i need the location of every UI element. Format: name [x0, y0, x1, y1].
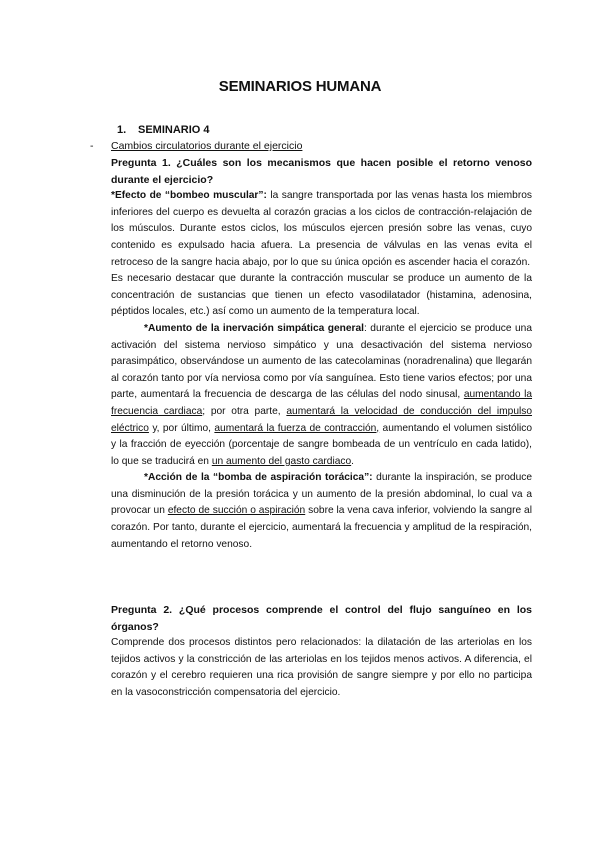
sympathetic-underline-4: un aumento del gasto cardiaco	[211, 455, 352, 467]
question-2-answer: Comprende dos procesos distintos pero relacionados: la dilatación de las arteriolas en los tejidos activos y la constricción de las arteriolas en los tejidos menos activos. A diferencia, el corazón y el cerebro requieren una rica provisión de sangre siempre y por ello no participa en la vasoconstricción compensatoria del ejercicio.	[111, 637, 532, 698]
section-number: 1.	[117, 124, 127, 136]
paragraph-vasodilator: Es necesario destacar que durante la contracción muscular se produce un aumento de la concentración de sustancias que tienen un efecto vasodilatador (histamina, adenosina, péptidos locales, etc.) así como un aumento de la temperatura local.	[111, 273, 532, 318]
muscle-pump-text: la sangre transportada por las venas hasta los miembros inferiores del cuerpo es devuelta al corazón gracias a los ciclos de contracción-relajación de los músculos. Durante estos ciclos, los músculos ejercen presión sobre las venas, cuyo contenido es expulsado hacia afuera. La presencia de válvulas en las venas evita el retroceso de la sangre hacia abajo, por lo que su única opción es ascender hacia el corazón.	[111, 190, 532, 268]
sympathetic-label: *Aumento de la inervación simpática general	[144, 322, 364, 334]
sympathetic-text-d: aumentando el volumen sistólico y la fracción de eyección (porcentaje de sangre bombeada de un ventrículo en cada latido), lo que se traducirá en	[111, 422, 533, 467]
sympathetic-underline-1: aumentando la frecuencia cardiaca	[111, 389, 533, 417]
paragraph-sympathetic	[111, 321, 532, 470]
question-1-block	[111, 155, 532, 553]
paragraph-muscle-pump	[111, 188, 532, 271]
question-2-block	[111, 602, 532, 702]
thoracic-text-a: durante la inspiración, se produce una disminución de la presión torácica y un aumento de la presión abdominal, lo cual va a provocar un	[111, 472, 532, 517]
question-1-title: Pregunta 1. ¿Cuáles son los mecanismos que hacen posible el retorno venoso durante el ejercicio?	[111, 157, 532, 186]
thoracic-text-b: sobre la vena cava inferior, volviendo la sangre al corazón. Por tanto, durante el ejercicio, aumentará la frecuencia y amplitud de la respiración, aumentando el retorno venoso.	[111, 505, 532, 550]
subsection-title: Cambios circulatorios durante el ejercicio	[111, 140, 303, 152]
page-title: SEMINARIOS HUMANA	[218, 78, 382, 95]
sympathetic-underline-3: aumentará la fuerza de contracción,	[214, 422, 380, 434]
sympathetic-text-e: .	[351, 455, 354, 467]
muscle-pump-label: *Efecto de “bombeo muscular”:	[111, 190, 267, 202]
thoracic-pump-label: *Acción de la “bomba de aspiración torácica”:	[144, 472, 373, 484]
paragraph-thoracic-pump	[111, 470, 532, 553]
subsection-heading	[90, 140, 302, 152]
section-heading	[117, 124, 210, 136]
bullet-dash: -	[90, 140, 94, 152]
sympathetic-text-b: ; por otra parte,	[202, 405, 287, 417]
sympathetic-text-a: : durante el ejercicio se produce una activación del sistema nervioso simpático y una desactivación del sistema nervioso parasimpático, observándose un aumento de las catecolaminas (noradrenalina) que llegarán al corazón tanto por vía nerviosa como por vía sanguínea. Esto tiene varios efectos; por una parte, aumentará la frecuencia de descarga de las células del nodo sinusal,	[111, 322, 532, 401]
question-2-title: Pregunta 2. ¿Qué procesos comprende el control del flujo sanguíneo en los órganos?	[111, 604, 532, 633]
sympathetic-underline-2: aumentará la velocidad de conducción del impulso eléctrico	[111, 405, 533, 434]
section-title: SEMINARIO 4	[138, 124, 210, 136]
sympathetic-text-c: y, por último,	[148, 422, 215, 434]
thoracic-underline-1: efecto de succión o aspiración	[167, 505, 306, 517]
